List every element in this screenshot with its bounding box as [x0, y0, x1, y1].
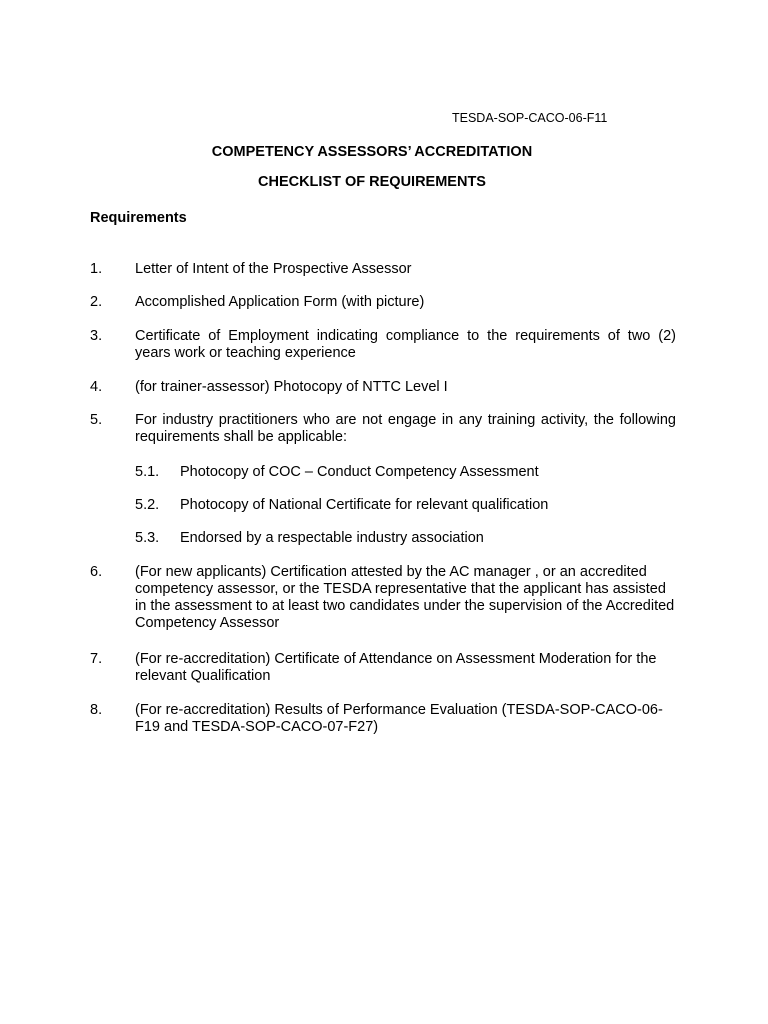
list-item-number: 4.: [90, 379, 103, 395]
list-item: [90, 702, 676, 736]
sub-list-item-text: Photocopy of National Certificate for relevant qualification: [180, 497, 549, 513]
list-item-text: For industry practitioners who are not engage in any training activity, the following requirements shall be applicable:: [135, 412, 676, 445]
list-item-number: 7.: [90, 651, 103, 667]
list-item-text: Letter of Intent of the Prospective Assessor: [135, 261, 412, 277]
list-item-text: (For re-accreditation) Results of Performance Evaluation (TESDA-SOP-CACO-06-F19 and TESDA-SOP-CACO-07-F27): [135, 702, 663, 735]
sub-list-item-text: Photocopy of COC – Conduct Competency Assessment: [180, 464, 539, 480]
list-item: [90, 328, 676, 362]
sub-list-item-number: 5.3.: [135, 530, 160, 546]
sub-list-item: [135, 530, 675, 547]
list-item: [90, 651, 676, 685]
list-item-number: 8.: [90, 702, 103, 718]
form-code: TESDA-SOP-CACO-06-F11: [452, 111, 608, 125]
list-item-text: Accomplished Application Form (with picture): [135, 294, 425, 310]
document-title: COMPETENCY ASSESSORS’ ACCREDITATION: [211, 144, 533, 160]
requirements-heading: Requirements: [90, 210, 187, 226]
list-item-number: 2.: [90, 294, 103, 310]
sub-list-item-text: Endorsed by a respectable industry association: [180, 530, 484, 546]
document-subtitle: CHECKLIST OF REQUIREMENTS: [258, 174, 486, 190]
list-item: [90, 261, 676, 278]
list-item-number: 6.: [90, 564, 103, 580]
sub-list-item-number: 5.2.: [135, 497, 160, 513]
list-item: [90, 564, 676, 632]
list-item-number: 5.: [90, 412, 103, 428]
sub-list-item: [135, 464, 675, 481]
sub-list-item-number: 5.1.: [135, 464, 160, 480]
sub-list-item: [135, 497, 675, 514]
list-item: [90, 412, 676, 446]
list-item-text: (For new applicants) Certification attested by the AC manager , or an accredited competency assessor, or the TESDA representative that the applicant has assisted in the assessment to at least two candidates under the supervision of the Accredited Competency Assessor: [135, 564, 675, 631]
list-item: [90, 294, 676, 311]
list-item-text: (For re-accreditation) Certificate of Attendance on Assessment Moderation for the relevant Qualification: [135, 651, 657, 684]
list-item-text: (for trainer-assessor) Photocopy of NTTC Level I: [135, 379, 448, 395]
list-item-text: Certificate of Employment indicating compliance to the requirements of two (2) years work or teaching experience: [135, 328, 676, 361]
list-item-number: 1.: [90, 261, 103, 277]
list-item: [90, 379, 676, 396]
list-item-number: 3.: [90, 328, 103, 344]
